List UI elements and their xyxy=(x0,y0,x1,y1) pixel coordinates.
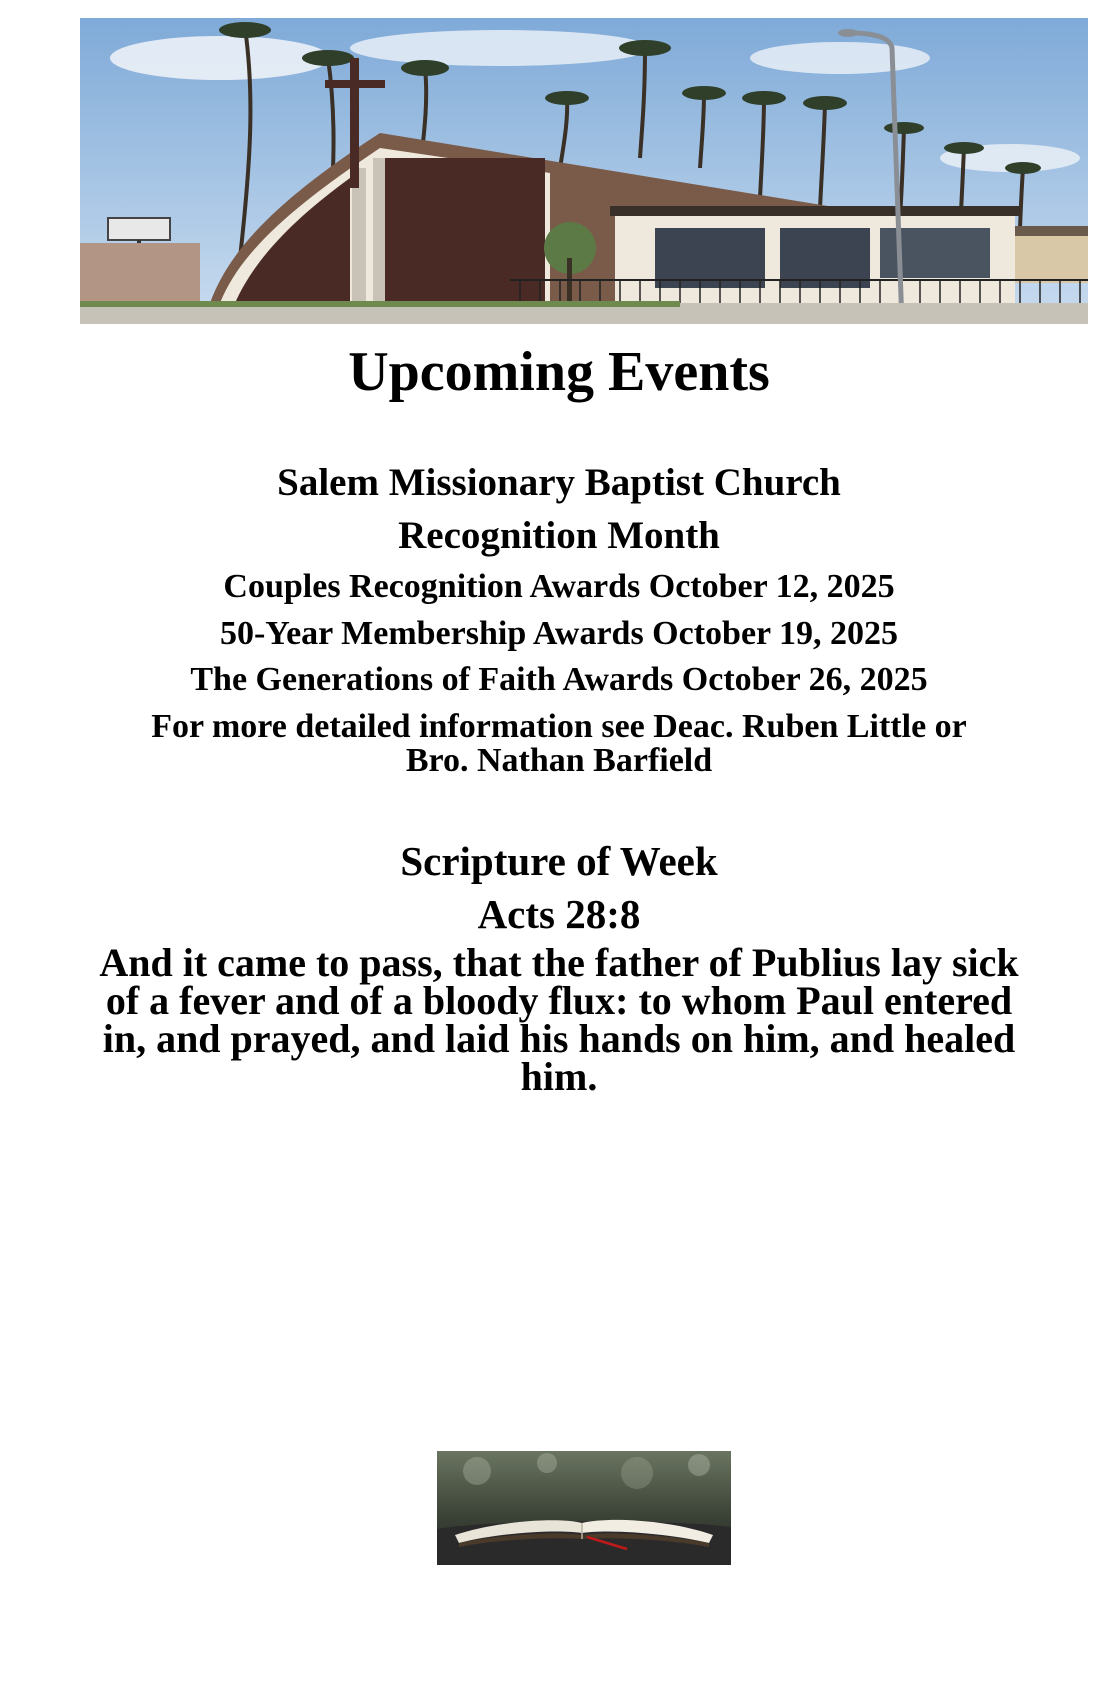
contact-line: Bro. Nathan Barfield xyxy=(405,742,713,779)
page-title: Upcoming Events xyxy=(348,341,770,403)
recognition-month-title: Recognition Month xyxy=(398,514,720,557)
event-item: Couples Recognition Awards October 12, 2025 xyxy=(223,568,895,605)
scripture-text: And it came to pass, that the father of Publius lay sick of a fever and of a bloody flux: to whom Paul entered in, and prayed, and laid his hands on him, and healed him. xyxy=(99,940,1019,1099)
contact-info xyxy=(0,710,1118,778)
church-building-image xyxy=(80,18,1088,324)
open-bible-image xyxy=(437,1451,731,1565)
event-item: The Generations of Faith Awards October 26, 2025 xyxy=(190,661,928,698)
contact-line: For more detailed information see Deac. Ruben Little or xyxy=(151,708,967,745)
church-name: Salem Missionary Baptist Church xyxy=(277,461,841,504)
scripture-reference: Acts 28:8 xyxy=(477,891,641,937)
scripture-heading: Scripture of Week xyxy=(400,838,718,884)
event-item: 50-Year Membership Awards October 19, 2025 xyxy=(219,615,899,652)
